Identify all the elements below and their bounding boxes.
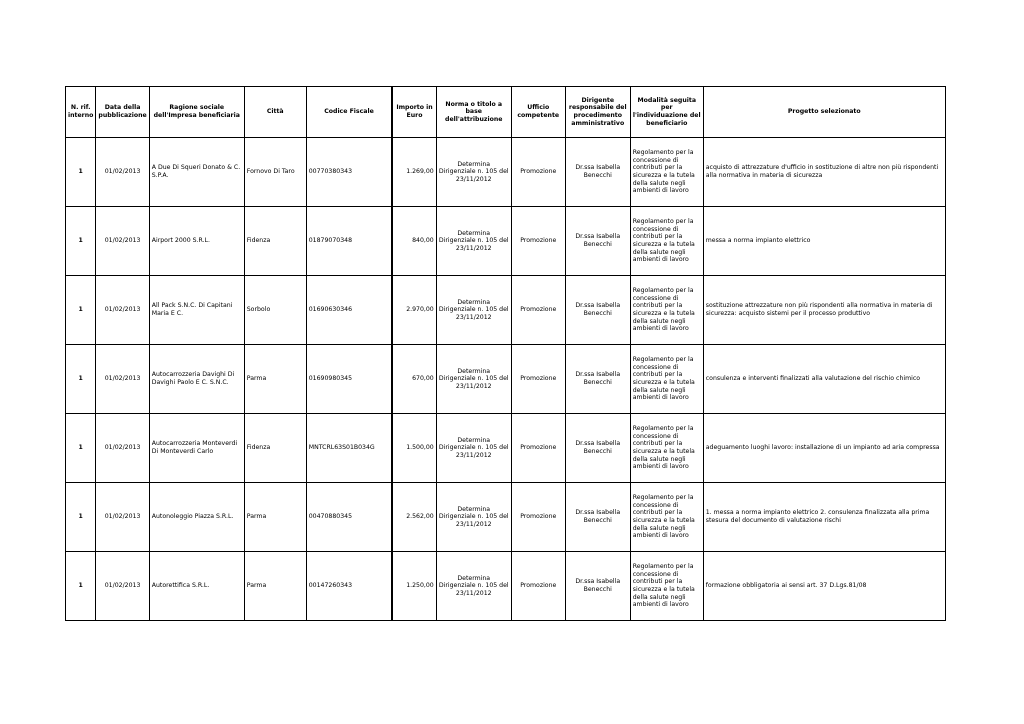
header-citta: Città: [244, 87, 306, 138]
cell-ragione: Autocarrozzeria Monteverdi Di Monteverdi Carlo: [149, 414, 244, 483]
cell-importo: 670,00: [392, 345, 436, 414]
header-ragione: Ragione sociale dell'Impresa beneficiaria: [149, 87, 244, 138]
cell-data: 01/02/2013: [96, 483, 149, 552]
cell-citta: Fornovo Di Taro: [244, 138, 306, 207]
cell-ragione: All Pack S.N.C. Di Capitani Maria E C.: [149, 276, 244, 345]
cell-citta: Sorbolo: [244, 276, 306, 345]
cell-dirigente: Dr.ssa Isabella Benecchi: [565, 138, 630, 207]
cell-modalita: Regolamento per la concessione di contributi per la sicurezza e la tutela della salute negli ambienti di lavoro: [630, 483, 703, 552]
cell-cf: 00770380343: [306, 138, 392, 207]
cell-ufficio: Promozione: [511, 138, 565, 207]
cell-cf: MNTCRL63S01B034G: [306, 414, 392, 483]
cell-ufficio: Promozione: [511, 552, 565, 621]
cell-citta: Parma: [244, 483, 306, 552]
cell-norma: Determina Dirigenziale n. 105 del 23/11/2012: [436, 483, 511, 552]
header-norma: Norma o titolo a base dell'attribuzione: [436, 87, 511, 138]
cell-norma: Determina Dirigenziale n. 105 del 23/11/2012: [436, 138, 511, 207]
cell-citta: Parma: [244, 552, 306, 621]
cell-ufficio: Promozione: [511, 276, 565, 345]
cell-norma: Determina Dirigenziale n. 105 del 23/11/2012: [436, 345, 511, 414]
cell-importo: 1.269,00: [392, 138, 436, 207]
cell-importo: 840,00: [392, 207, 436, 276]
table-row: [66, 345, 946, 414]
header-cf: Codice Fiscale: [306, 87, 392, 138]
header-data: Data della pubblicazione: [96, 87, 149, 138]
cell-citta: Parma: [244, 345, 306, 414]
cell-data: 01/02/2013: [96, 345, 149, 414]
cell-norma: Determina Dirigenziale n. 105 del 23/11/2012: [436, 207, 511, 276]
cell-progetto: sostituzione attrezzature non più rispondenti alla normativa in materia di sicurezza: acquisto sistemi per il processo produttivo: [703, 276, 945, 345]
cell-cf: 01690980345: [306, 345, 392, 414]
cell-rif: 1: [66, 138, 96, 207]
cell-rif: 1: [66, 207, 96, 276]
cell-progetto: messa a norma impianto elettrico: [703, 207, 945, 276]
cell-progetto: acquisto di attrezzature d'ufficio in sostituzione di altre non più rispondenti alla normativa in materia di sicurezza: [703, 138, 945, 207]
cell-rif: 1: [66, 276, 96, 345]
table-row: [66, 483, 946, 552]
cell-ragione: Autocarrozzeria Davighi Di Davighi Paolo E C. S.N.C.: [149, 345, 244, 414]
header-progetto: Progetto selezionato: [703, 87, 945, 138]
header-rif: N. rif. interno: [66, 87, 96, 138]
cell-data: 01/02/2013: [96, 552, 149, 621]
cell-ufficio: Promozione: [511, 414, 565, 483]
table-row: [66, 276, 946, 345]
cell-norma: Determina Dirigenziale n. 105 del 23/11/2012: [436, 552, 511, 621]
cell-modalita: Regolamento per la concessione di contributi per la sicurezza e la tutela della salute negli ambienti di lavoro: [630, 552, 703, 621]
cell-progetto: formazione obbligatoria ai sensi art. 37 D.Lgs.81/08: [703, 552, 945, 621]
cell-cf: 01690630346: [306, 276, 392, 345]
header-row: [66, 87, 946, 138]
cell-modalita: Regolamento per la concessione di contributi per la sicurezza e la tutela della salute negli ambienti di lavoro: [630, 276, 703, 345]
cell-dirigente: Dr.ssa Isabella Benecchi: [565, 276, 630, 345]
header-ufficio: Ufficio competente: [511, 87, 565, 138]
cell-norma: Determina Dirigenziale n. 105 del 23/11/2012: [436, 276, 511, 345]
cell-rif: 1: [66, 345, 96, 414]
cell-progetto: consulenza e interventi finalizzati alla valutazione del rischio chimico: [703, 345, 945, 414]
table-row: [66, 552, 946, 621]
cell-ragione: Airport 2000 S.R.L.: [149, 207, 244, 276]
cell-ufficio: Promozione: [511, 483, 565, 552]
header-modalita: Modalità seguita per l'individuazione del beneficiario: [630, 87, 703, 138]
header-importo: Importo in Euro: [392, 87, 436, 138]
cell-rif: 1: [66, 414, 96, 483]
cell-importo: 1.250,00: [392, 552, 436, 621]
cell-cf: 00470880345: [306, 483, 392, 552]
cell-importo: 2.562,00: [392, 483, 436, 552]
cell-ufficio: Promozione: [511, 207, 565, 276]
cell-progetto: 1. messa a norma impianto elettrico 2. consulenza finalizzata alla prima stesura del documento di valutazione rischi: [703, 483, 945, 552]
cell-modalita: Regolamento per la concessione di contributi per la sicurezza e la tutela della salute negli ambienti di lavoro: [630, 138, 703, 207]
cell-modalita: Regolamento per la concessione di contributi per la sicurezza e la tutela della salute negli ambienti di lavoro: [630, 414, 703, 483]
cell-ragione: A Due Di Squeri Donato & C. S.P.A.: [149, 138, 244, 207]
table-row: [66, 414, 946, 483]
cell-importo: 1.500,00: [392, 414, 436, 483]
cell-data: 01/02/2013: [96, 414, 149, 483]
header-dirigente: Dirigente responsabile del procedimento amministrativo: [565, 87, 630, 138]
cell-rif: 1: [66, 483, 96, 552]
cell-importo: 2.970,00: [392, 276, 436, 345]
cell-data: 01/02/2013: [96, 138, 149, 207]
cell-cf: 00147260343: [306, 552, 392, 621]
cell-dirigente: Dr.ssa Isabella Benecchi: [565, 345, 630, 414]
cell-citta: Fidenza: [244, 207, 306, 276]
cell-ragione: Autonoleggio Piazza S.R.L.: [149, 483, 244, 552]
cell-dirigente: Dr.ssa Isabella Benecchi: [565, 207, 630, 276]
cell-dirigente: Dr.ssa Isabella Benecchi: [565, 552, 630, 621]
cell-dirigente: Dr.ssa Isabella Benecchi: [565, 483, 630, 552]
cell-modalita: Regolamento per la concessione di contributi per la sicurezza e la tutela della salute negli ambienti di lavoro: [630, 345, 703, 414]
cell-modalita: Regolamento per la concessione di contributi per la sicurezza e la tutela della salute negli ambienti di lavoro: [630, 207, 703, 276]
cell-norma: Determina Dirigenziale n. 105 del 23/11/2012: [436, 414, 511, 483]
cell-rif: 1: [66, 552, 96, 621]
table-row: [66, 207, 946, 276]
cell-citta: Fidenza: [244, 414, 306, 483]
cell-ragione: Autorettifica S.R.L.: [149, 552, 244, 621]
cell-cf: 01879070348: [306, 207, 392, 276]
cell-dirigente: Dr.ssa Isabella Benecchi: [565, 414, 630, 483]
beneficiaries-table: [65, 86, 946, 621]
cell-ufficio: Promozione: [511, 345, 565, 414]
table-row: [66, 138, 946, 207]
cell-data: 01/02/2013: [96, 276, 149, 345]
cell-progetto: adeguamento luoghi lavoro: installazione di un impianto ad aria compressa: [703, 414, 945, 483]
cell-data: 01/02/2013: [96, 207, 149, 276]
